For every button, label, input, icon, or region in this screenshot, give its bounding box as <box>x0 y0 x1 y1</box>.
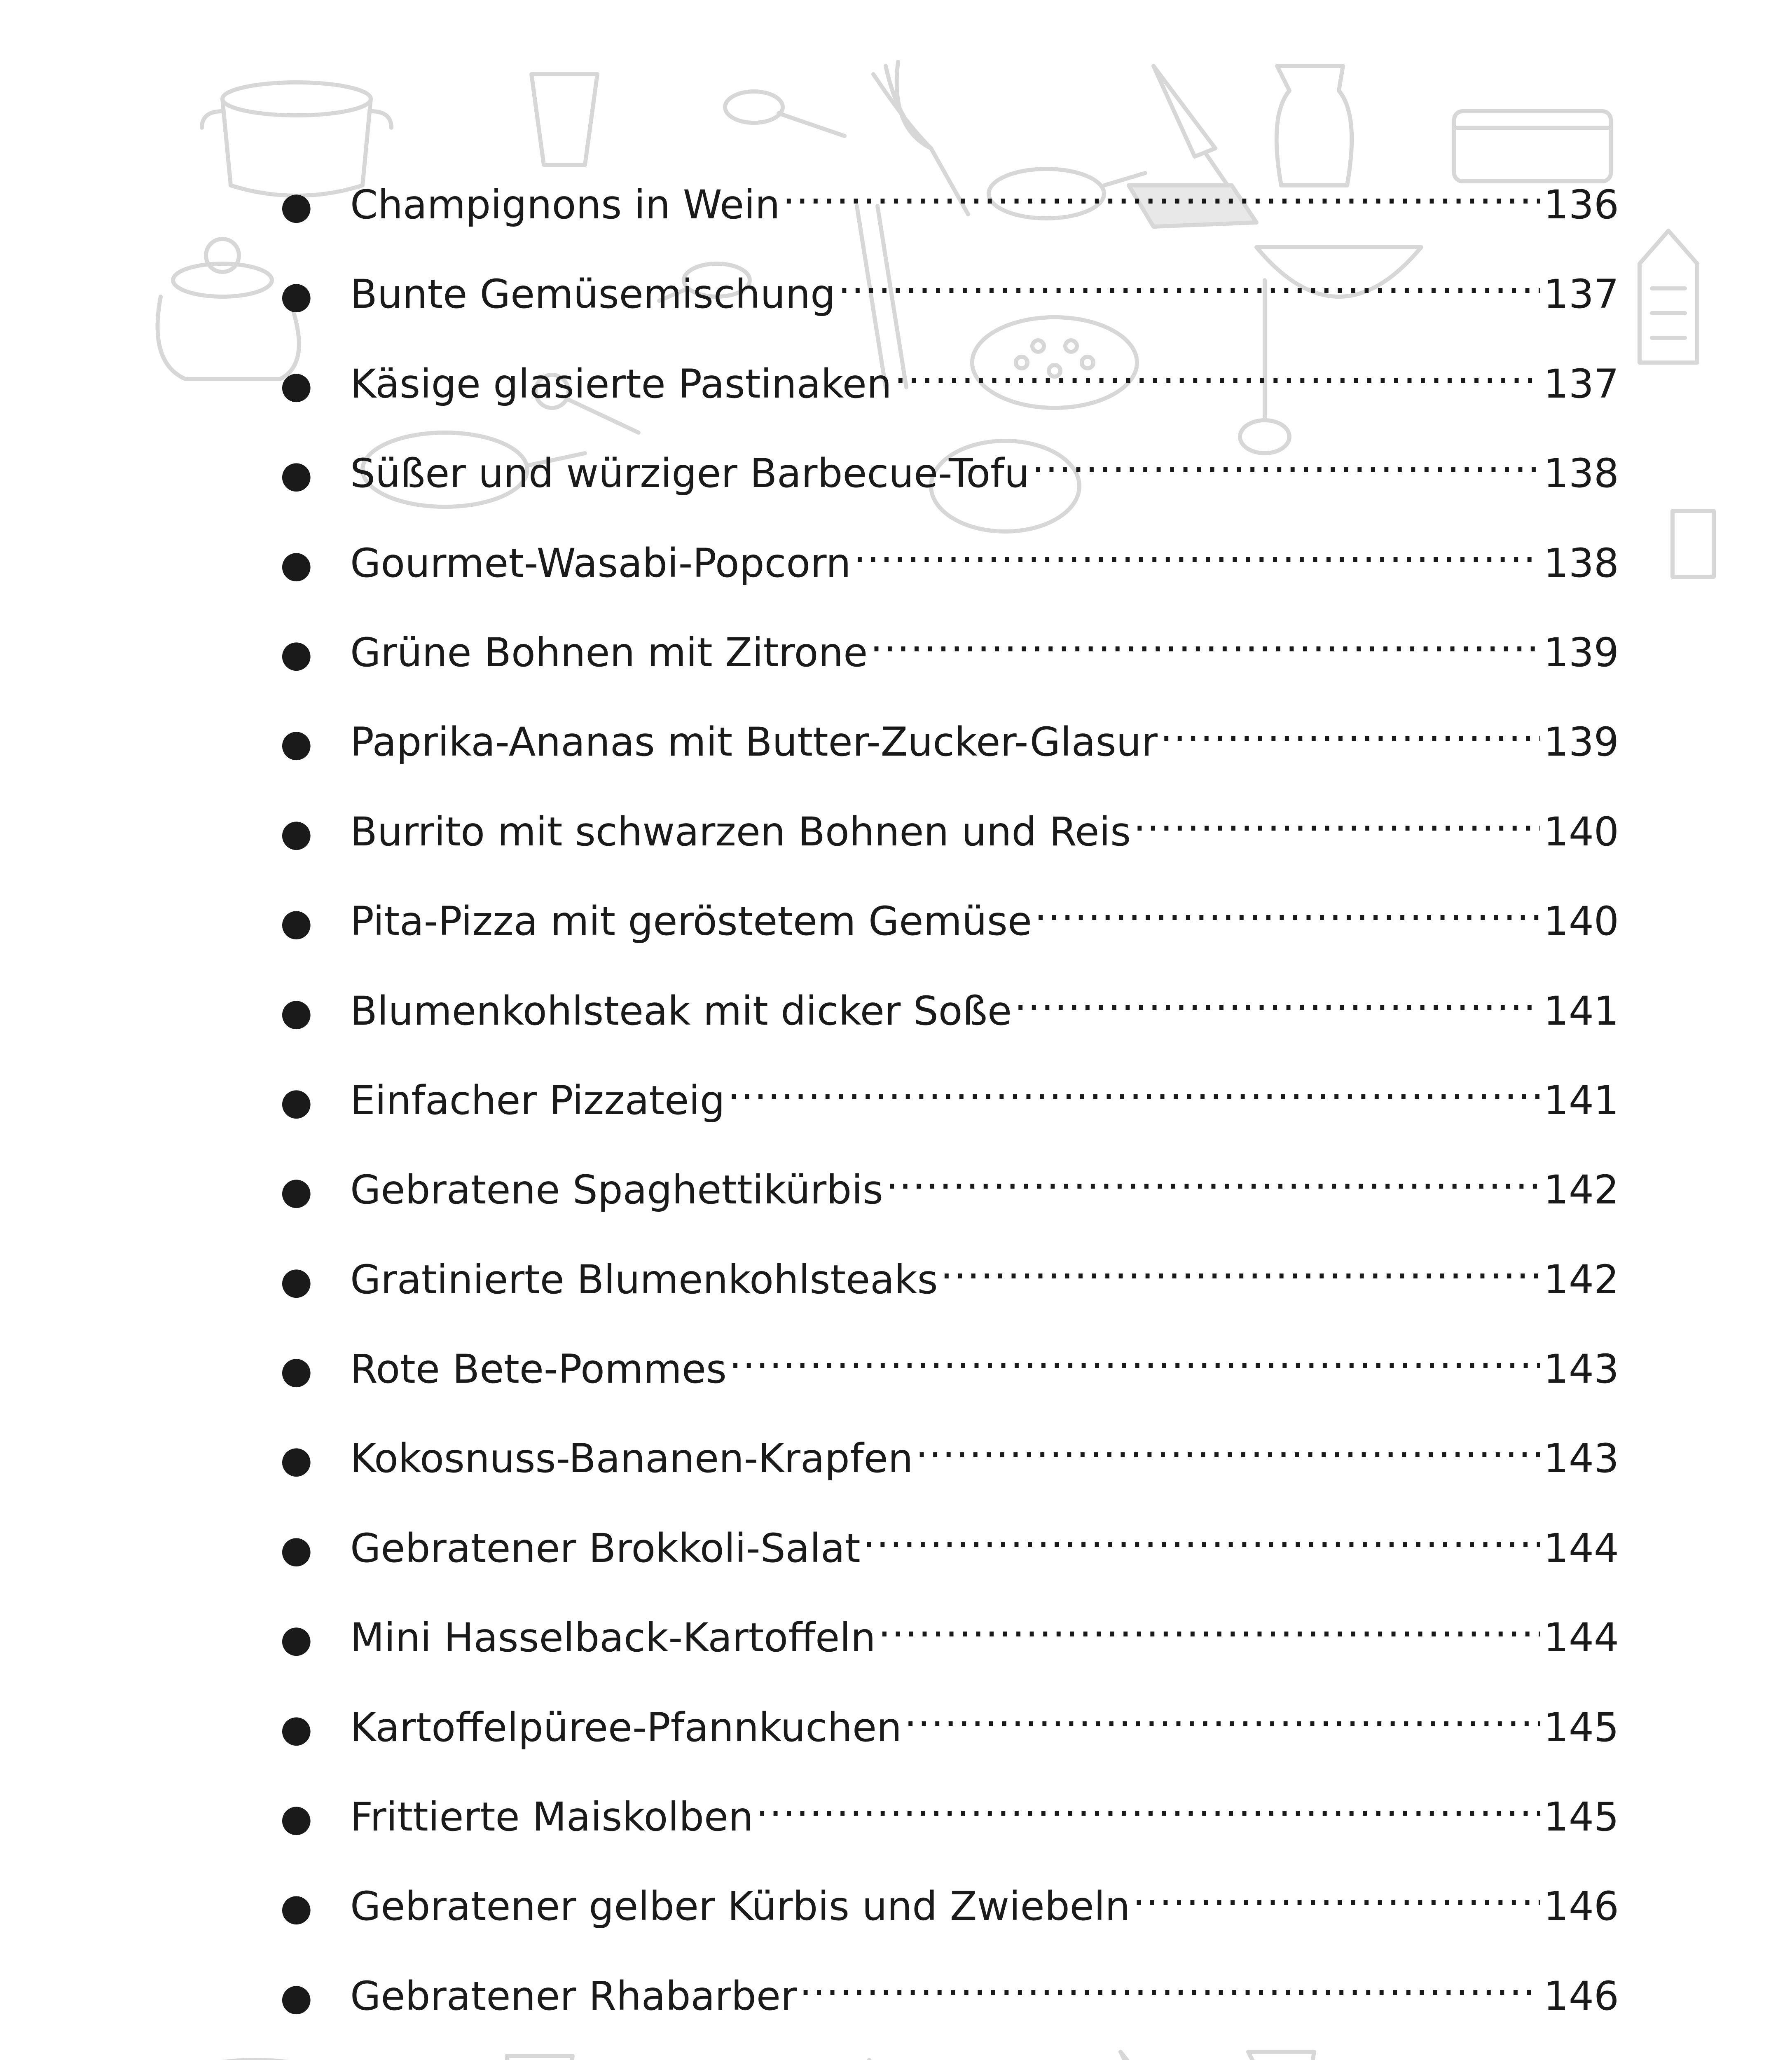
toc-entry-title: Gourmet-Wasabi-Popcorn <box>350 540 851 586</box>
toc-entry-title: Pita-Pizza mit geröstetem Gemüse <box>350 898 1032 945</box>
bullet-icon: ● <box>280 363 313 407</box>
spoon-icon <box>725 91 845 136</box>
toc-entry[interactable] <box>272 800 1619 890</box>
glass-icon <box>531 74 597 165</box>
bullet-icon: ● <box>280 1348 313 1392</box>
dot-leader <box>729 1337 1540 1383</box>
toc-entry[interactable] <box>272 352 1619 442</box>
toc-entry-title: Einfacher Pizzateig <box>350 1077 725 1124</box>
toc-entry-title: Bunte Gemüsemischung <box>350 271 836 318</box>
toc-entry-title: Mini Hasselback-Kartoffeln <box>350 1615 876 1661</box>
toc-entry[interactable] <box>272 531 1619 621</box>
jug-icon <box>1277 66 1352 185</box>
toc-entry-title: Champignons in Wein <box>350 182 780 228</box>
bullet-icon: ● <box>280 274 313 317</box>
toc-entry[interactable] <box>272 890 1619 979</box>
bullet-icon: ● <box>280 1527 313 1571</box>
toc-entry-page-number: 139 <box>1543 629 1619 676</box>
toc-entry[interactable] <box>272 621 1619 710</box>
dot-leader <box>904 1696 1540 1741</box>
bullet-icon: ● <box>280 1886 313 1929</box>
toc-entry[interactable] <box>272 1337 1619 1427</box>
bullet-icon: ● <box>280 1617 313 1661</box>
toc-entry[interactable] <box>272 1427 1619 1516</box>
toc-entry-title: Süßer und würziger Barbecue-Tofu <box>350 450 1029 497</box>
dot-leader <box>797 2054 1540 2060</box>
toc-entry[interactable] <box>272 173 1619 262</box>
toc-entry-page-number: 141 <box>1543 988 1619 1034</box>
dot-leader <box>915 1427 1540 1472</box>
toc-entry[interactable] <box>272 442 1619 531</box>
toc-entry[interactable] <box>272 1248 1619 1337</box>
toc-entry-page-number: 137 <box>1543 271 1619 318</box>
bullet-icon: ● <box>280 184 313 227</box>
bullet-icon: ● <box>280 1707 313 1750</box>
dot-leader <box>878 1606 1540 1651</box>
toc-entry-page-number: 142 <box>1543 1167 1619 1213</box>
dot-leader <box>1034 890 1540 935</box>
bullet-icon: ● <box>280 1259 313 1302</box>
dot-leader <box>1160 710 1540 756</box>
dot-leader <box>838 262 1540 308</box>
bullet-icon: ● <box>280 721 313 765</box>
toc-entry-page-number: 143 <box>1543 1346 1619 1393</box>
dot-leader <box>863 1517 1540 1562</box>
toc-entry-title: Käsige glasierte Pastinaken <box>350 360 892 407</box>
dot-leader <box>783 173 1540 218</box>
grater-icon <box>1640 231 1697 363</box>
toc-entry-page-number: 145 <box>1543 1704 1619 1751</box>
cake-tin-icon <box>1454 111 1611 181</box>
dot-leader <box>1133 800 1540 845</box>
toc-entry-title: Kokosnuss-Bananen-Krapfen <box>350 1435 913 1482</box>
toc-entry-title: Gebratener Brokkoli-Salat <box>350 1525 861 1571</box>
toc-entry[interactable] <box>272 1875 1619 1964</box>
toc-entry-page-number: 143 <box>1543 1435 1619 1482</box>
dot-leader <box>1132 1875 1540 1920</box>
toc-entry-title: Paprika-Ananas mit Butter-Zucker-Glasur <box>350 719 1158 765</box>
knife-icon <box>1153 66 1228 185</box>
toc-entry-title: Gebratener gelber Kürbis und Zwiebeln <box>350 1883 1130 1930</box>
toc-entry-page-number: 140 <box>1543 808 1619 855</box>
bullet-icon: ● <box>280 1796 313 1840</box>
toc-entry-page-number: 146 <box>1543 1883 1619 1930</box>
toc-entry-page-number: 146 <box>1543 1973 1619 2019</box>
dot-leader <box>1014 979 1540 1025</box>
toc-entry-page-number: 139 <box>1543 719 1619 765</box>
toc-entry-page-number: 138 <box>1543 540 1619 586</box>
toc-entry-title: Kartoffelpüree-Pfannkuchen <box>350 1704 902 1751</box>
toc-entry[interactable] <box>272 1158 1619 1248</box>
toc-entry-page-number: 138 <box>1543 450 1619 497</box>
dot-leader <box>799 1964 1540 2010</box>
toc-entry-page-number: 144 <box>1543 1525 1619 1571</box>
toc-entry-page-number: 142 <box>1543 1256 1619 1303</box>
toc-entry-title: Grüne Bohnen mit Zitrone <box>350 629 868 676</box>
bullet-icon: ● <box>280 901 313 944</box>
toc-entry-title: Rote Bete-Pommes <box>350 1346 727 1393</box>
toc-entry[interactable] <box>272 1964 1619 2054</box>
dot-leader <box>756 1785 1540 1831</box>
dot-leader <box>886 1158 1540 1203</box>
toc-entry-title: Gratinierte Blumenkohlsteaks <box>350 1256 938 1303</box>
toc-entry-page-number: 140 <box>1543 898 1619 945</box>
toc-entry-title: Frittierte Maiskolben <box>350 1794 753 1840</box>
table-of-contents <box>272 173 1619 2060</box>
dot-leader <box>940 1248 1540 1293</box>
toc-entry-title: Burrito mit schwarzen Bohnen und Reis <box>350 808 1131 855</box>
bullet-icon: ● <box>280 1975 313 2019</box>
bullet-icon: ● <box>280 811 313 854</box>
toc-entry[interactable] <box>272 1606 1619 1695</box>
toc-entry[interactable] <box>272 979 1619 1069</box>
toc-entry[interactable] <box>272 710 1619 800</box>
grater-icon <box>1673 511 1714 577</box>
dot-leader <box>854 531 1540 577</box>
toc-entry[interactable] <box>272 262 1619 352</box>
dot-leader <box>728 1069 1540 1114</box>
toc-entry[interactable] <box>272 2054 1619 2060</box>
toc-entry-page-number: 137 <box>1543 360 1619 407</box>
toc-entry-page-number: 141 <box>1543 1077 1619 1124</box>
bullet-icon: ● <box>280 632 313 675</box>
bullet-icon: ● <box>280 1169 313 1213</box>
toc-entry-title: Blumenkohlsteak mit dicker Soße <box>350 988 1012 1034</box>
bullet-icon: ● <box>280 1079 313 1123</box>
dot-leader <box>1032 442 1540 487</box>
bullet-icon: ● <box>280 1438 313 1482</box>
toc-entry[interactable] <box>272 1069 1619 1158</box>
bullet-icon: ● <box>280 990 313 1034</box>
toc-entry[interactable] <box>272 1696 1619 1785</box>
toc-entry-page-number: 145 <box>1543 1794 1619 1840</box>
bullet-icon: ● <box>280 542 313 586</box>
toc-entry-page-number: 136 <box>1543 182 1619 228</box>
toc-entry-page-number: 144 <box>1543 1615 1619 1661</box>
dot-leader <box>870 621 1540 666</box>
bullet-icon: ● <box>280 453 313 496</box>
toc-entry[interactable] <box>272 1785 1619 1875</box>
toc-entry-title: Gebratener Rhabarber <box>350 1973 797 2019</box>
toc-entry[interactable] <box>272 1517 1619 1606</box>
dot-leader <box>894 352 1540 398</box>
toc-entry-title: Gebratene Spaghettikürbis <box>350 1167 883 1213</box>
